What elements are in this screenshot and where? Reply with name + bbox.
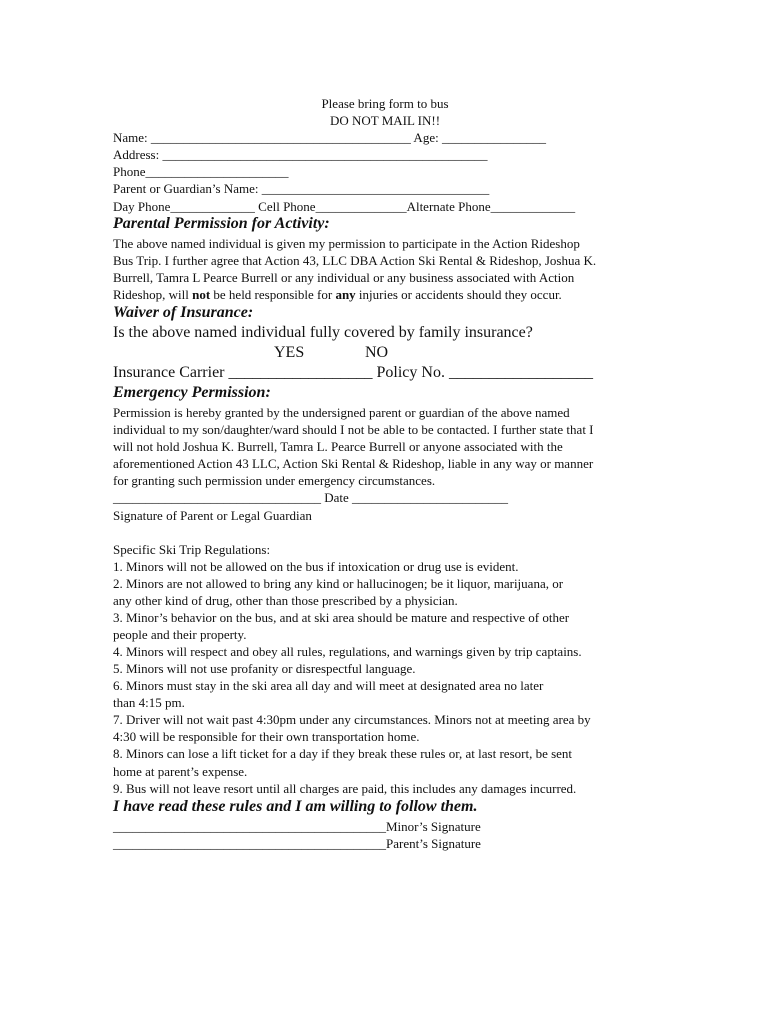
emergency-permission-heading: Emergency Permission: xyxy=(113,384,271,401)
parental-permission-heading: Parental Permission for Activity: xyxy=(113,215,330,232)
insurance-yes-option: YES xyxy=(274,344,305,361)
insurance-carrier-field: Insurance Carrier __________________ Policy No. __________________ xyxy=(113,364,593,381)
guardian-signature-label: Signature of Parent or Legal Guardian xyxy=(113,508,312,523)
regulations-heading: Specific Ski Trip Regulations: xyxy=(113,542,271,557)
regulation-line: 9. Bus will not leave resort until all charges are paid, this includes any damages incurred. xyxy=(113,781,577,796)
agreement-heading: I have read these rules and I am willing to follow them. xyxy=(113,798,478,815)
insurance-no-option: NO xyxy=(365,344,389,361)
parental-text-line-last xyxy=(113,286,562,303)
parental-text-line: The above named individual is given my permission to participate in the Action Rideshop xyxy=(113,236,580,251)
regulation-line: 1. Minors will not be allowed on the bus if intoxication or drug use is evident. xyxy=(113,559,519,574)
header-line-2: DO NOT MAIL IN!! xyxy=(329,113,441,128)
emergency-text-line: Permission is hereby granted by the undersigned parent or guardian of the above named xyxy=(113,405,570,420)
emergency-text-line: for granting such permission under emergency circumstances. xyxy=(113,473,436,488)
insurance-heading: Waiver of Insurance: xyxy=(113,304,254,321)
regulation-line: 8. Minors can lose a lift ticket for a day if they break these rules or, at last resort, be sent xyxy=(113,746,573,761)
address-field: Address: __________________________________________________ xyxy=(113,147,488,162)
parent-signature-line: __________________________________________Parent’s Signature xyxy=(113,836,481,851)
emergency-text-line: will not hold Joshua K. Burrell, Tamra L. Pearce Burrell or anyone associated with the xyxy=(113,439,563,454)
phones-field: Day Phone_____________ Cell Phone______________Alternate Phone_____________ xyxy=(113,199,576,214)
emergency-text-line: individual to my son/daughter/ward should I not be able to be contacted. I further state that I xyxy=(113,422,594,437)
regulation-line: 7. Driver will not wait past 4:30pm under any circumstances. Minors not at meeting area by xyxy=(113,712,591,727)
regulation-line: 5. Minors will not use profanity or disrespectful language. xyxy=(113,661,416,676)
regulation-line: 4. Minors will respect and obey all rules, regulations, and warnings given by trip captains. xyxy=(113,644,582,659)
name-age-field: Name: ________________________________________ Age: ________________ xyxy=(113,130,546,145)
regulation-line: any other kind of drug, other than those prescribed by a physician. xyxy=(113,593,458,608)
parental-text-line: Bus Trip. I further agree that Action 43, LLC DBA Action Ski Rental & Rideshop, Joshua K. xyxy=(113,253,597,268)
parental-last-mid: be held responsible for xyxy=(210,287,336,302)
parental-any-emphasis: any xyxy=(335,287,356,302)
regulation-line: home at parent’s expense. xyxy=(113,764,248,779)
regulation-line: people and their property. xyxy=(113,627,247,642)
signature-date-line: ________________________________ Date ________________________ xyxy=(113,490,509,505)
regulation-line: 2. Minors are not allowed to bring any kind or hallucinogen; be it liquor, marijuana, or xyxy=(113,576,564,591)
guardian-name-field: Parent or Guardian’s Name: ___________________________________ xyxy=(113,181,490,196)
insurance-question: Is the above named individual fully covered by family insurance? xyxy=(113,324,533,341)
emergency-text-line: aforementioned Action 43 LLC, Action Ski Rental & Rideshop, liable in any way or manner xyxy=(113,456,594,471)
regulation-line: 4:30 will be responsible for their own transportation home. xyxy=(113,729,420,744)
parental-last-pre: Rideshop, will xyxy=(113,287,193,302)
phone-field: Phone______________________ xyxy=(113,164,289,179)
regulation-line: 3. Minor’s behavior on the bus, and at ski area should be mature and respective of other xyxy=(113,610,570,625)
regulation-line: than 4:15 pm. xyxy=(113,695,185,710)
regulation-line: 6. Minors must stay in the ski area all day and will meet at designated area no later xyxy=(113,678,544,693)
parental-text-line: Burrell, Tamra L Pearce Burrell or any individual or any business associated with Action xyxy=(113,270,575,285)
parental-not-emphasis: not xyxy=(192,287,211,302)
parental-last-post: injuries or accidents should they occur. xyxy=(355,287,562,302)
minor-signature-line: __________________________________________Minor’s Signature xyxy=(113,819,481,834)
header-line-1: Please bring form to bus xyxy=(321,96,449,111)
